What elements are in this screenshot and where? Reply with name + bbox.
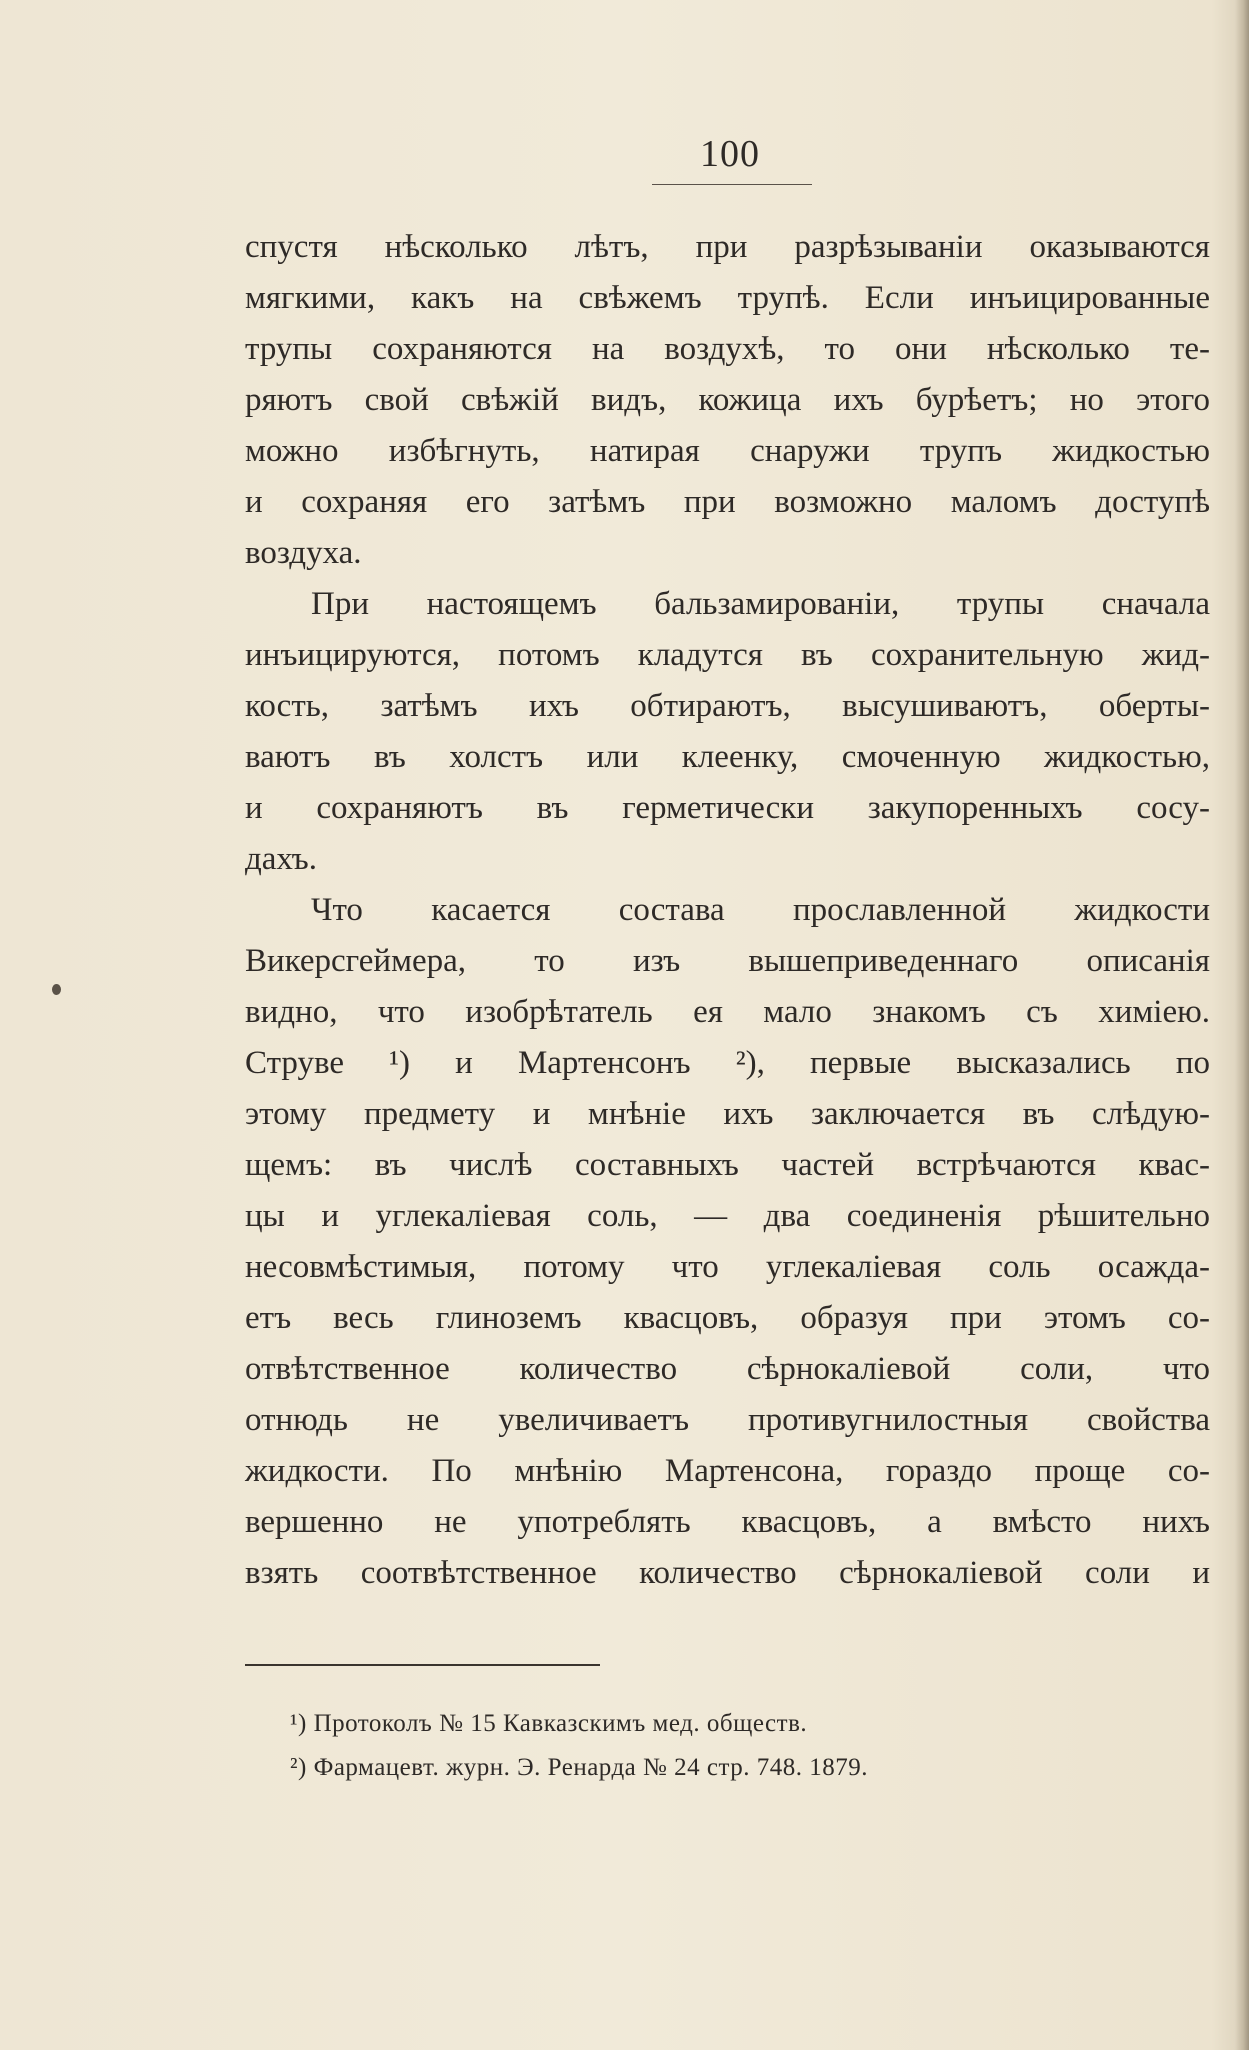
page-number: 100 (700, 133, 760, 175)
text-line: этому предмету и мнѣніе ихъ заключается въ слѣдую- (245, 1096, 1210, 1132)
text-line: ряютъ свой свѣжій видъ, кожица ихъ бурѣетъ; но этого (245, 382, 1210, 418)
text-line: цы и углекаліевая соль, — два соединенія рѣшительно (245, 1198, 1210, 1234)
text-line: кость, затѣмъ ихъ обтираютъ, высушиваютъ, оберты- (245, 688, 1210, 724)
text-line: видно, что изобрѣтатель ея мало знакомъ съ химіею. (245, 994, 1210, 1030)
text-line: трупы сохраняются на воздухѣ, то они нѣсколько те- (245, 331, 1210, 367)
text-line: щемъ: въ числѣ составныхъ частей встрѣчаются квас- (245, 1147, 1210, 1183)
text-line: взять соотвѣтственное количество сѣрнокаліевой соли и (245, 1555, 1210, 1591)
footnote-rule (245, 1664, 600, 1666)
footnote-1: ¹) Протоколъ № 15 Кавказскимъ мед. обществ. (290, 1710, 808, 1737)
text-line: етъ весь глиноземъ квасцовъ, образуя при этомъ со- (245, 1300, 1210, 1336)
text-line: и сохраняютъ въ герметически закупоренныхъ сосу- (245, 790, 1210, 826)
text-line: и сохраняя его затѣмъ при возможно маломъ доступѣ (245, 484, 1210, 520)
footnotes (290, 1702, 1190, 1790)
text-line: спустя нѣсколько лѣтъ, при разрѣзываніи оказываются (245, 229, 1210, 265)
text-line: Струве ¹) и Мартенсонъ ²), первые высказались по (245, 1045, 1210, 1081)
body-text (245, 222, 1210, 1599)
text-line: мягкими, какъ на свѣжемъ трупѣ. Если инъицированные (245, 280, 1210, 316)
text-line: вершенно не употреблять квасцовъ, а вмѣсто нихъ (245, 1504, 1210, 1540)
text-line: отнюдь не увеличиваетъ противугнилостныя свойства (245, 1402, 1210, 1438)
text-line: ваютъ въ холстъ или клеенку, смоченную жидкостью, (245, 739, 1210, 775)
text-line: воздуха. (245, 535, 362, 571)
text-line: Викерсгеймера, то изъ вышеприведеннаго описанія (245, 943, 1210, 979)
text-line: жидкости. По мнѣнію Мартенсона, гораздо проще со- (245, 1453, 1210, 1489)
text-line: дахъ. (245, 841, 317, 877)
paragraph-first-line: При настоящемъ бальзамированіи, трупы сначала (311, 586, 1210, 622)
page-edge-shadow (1235, 0, 1249, 2050)
ink-speck (52, 984, 61, 995)
text-line: несовмѣстимыя, потому что углекаліевая соль осажда- (245, 1249, 1210, 1285)
page-number-rule (652, 184, 812, 185)
text-line: инъицируются, потомъ кладутся въ сохранительную жид- (245, 637, 1210, 673)
text-line: отвѣтственное количество сѣрнокаліевой соли, что (245, 1351, 1210, 1387)
paragraph-first-line: Что касается состава прославленной жидкости (311, 892, 1210, 928)
footnote-2: ²) Фармацевт. журн. Э. Ренарда № 24 стр. 748. 1879. (290, 1754, 868, 1781)
text-line: можно избѣгнуть, натирая снаружи трупъ жидкостью (245, 433, 1210, 469)
